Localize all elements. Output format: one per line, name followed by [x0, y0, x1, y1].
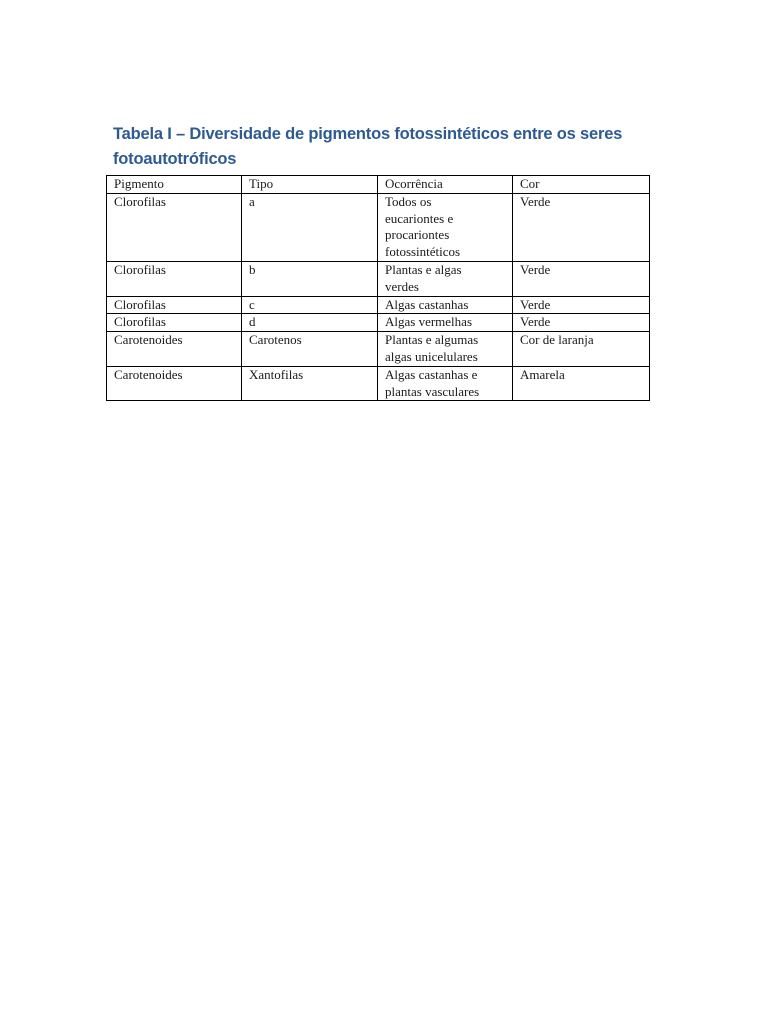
- table-row: [107, 261, 650, 296]
- cell-tipo: Carotenos: [242, 332, 378, 367]
- header-cor: Cor: [513, 176, 650, 194]
- header-ocorrencia: Ocorrência: [378, 176, 513, 194]
- cell-ocorrencia: Todos os eucariontes e procariontes fotossintéticos: [378, 193, 513, 261]
- cell-ocorrencia: Plantas e algas verdes: [378, 261, 513, 296]
- cell-cor: Verde: [513, 261, 650, 296]
- table-caption: Tabela I – Diversidade de pigmentos fotossintéticos entre os seres fotoautotróficos: [113, 125, 623, 168]
- header-pigmento: Pigmento: [107, 176, 242, 194]
- cell-tipo: Xantofilas: [242, 366, 378, 401]
- cell-pigmento: Carotenoides: [107, 332, 242, 367]
- cell-ocorrencia: Algas vermelhas: [378, 314, 513, 332]
- table-row: [107, 296, 650, 314]
- cell-pigmento: Clorofilas: [107, 296, 242, 314]
- cell-tipo: d: [242, 314, 378, 332]
- table-row: [107, 332, 650, 367]
- cell-pigmento: Clorofilas: [107, 261, 242, 296]
- cell-tipo: a: [242, 193, 378, 261]
- table-header-row: [107, 176, 650, 194]
- cell-tipo: b: [242, 261, 378, 296]
- cell-ocorrencia: Algas castanhas: [378, 296, 513, 314]
- cell-cor: Verde: [513, 314, 650, 332]
- cell-cor: Amarela: [513, 366, 650, 401]
- cell-ocorrencia: Algas castanhas e plantas vasculares: [378, 366, 513, 401]
- cell-ocorrencia: Plantas e algumas algas unicelulares: [378, 332, 513, 367]
- cell-pigmento: Clorofilas: [107, 193, 242, 261]
- table-row: [107, 193, 650, 261]
- cell-pigmento: Clorofilas: [107, 314, 242, 332]
- pigments-table: [106, 175, 650, 401]
- cell-tipo: c: [242, 296, 378, 314]
- header-tipo: Tipo: [242, 176, 378, 194]
- table-row: [107, 366, 650, 401]
- cell-cor: Verde: [513, 296, 650, 314]
- cell-cor: Cor de laranja: [513, 332, 650, 367]
- cell-cor: Verde: [513, 193, 650, 261]
- table-row: [107, 314, 650, 332]
- cell-pigmento: Carotenoides: [107, 366, 242, 401]
